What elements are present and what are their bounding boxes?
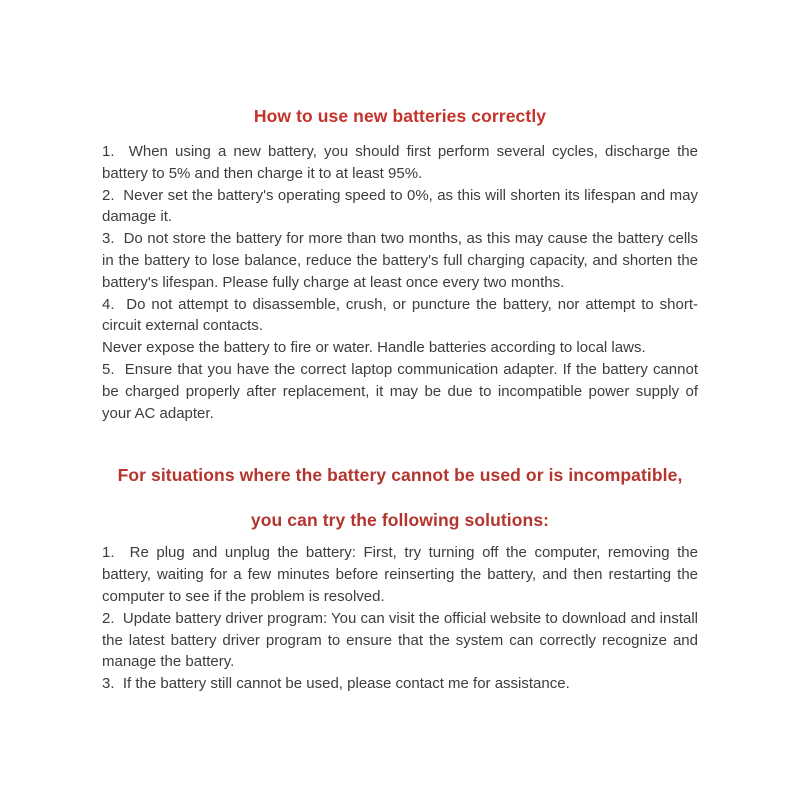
section2-title-line1: For situations where the battery cannot be used or is incompatible,	[117, 465, 683, 486]
section1-item-3: 3. Do not store the battery for more than two months, as this may cause the battery cells in the battery to lose balance, reduce the battery's full charging capacity, and shorten the battery's lifespan. Please fully charge at least once every two months.	[102, 230, 703, 291]
battery-instructions-page	[102, 0, 703, 695]
solution-item-2: 2. Update battery driver program: You can visit the official website to download and install the latest battery driver program to ensure that the system can correctly recognize and manage the battery.	[102, 609, 703, 671]
section1-title: How to use new batteries correctly	[253, 106, 547, 126]
section1-item-2: 2. Never set the battery's operating speed to 0%, as this will shorten its lifespan and may damage it.	[102, 186, 703, 226]
solution-item-1: 1. Re plug and unplug the battery: First, try turning off the computer, removing the battery, waiting for a few minutes before reinserting the battery, and then restarting the computer to see if the problem is resolved.	[102, 544, 703, 605]
section1-item-5: 5. Ensure that you have the correct laptop communication adapter. If the battery cannot be charged properly after replacement, it may be due to incompatible power supply of your AC adapter.	[102, 360, 703, 422]
solution-item-3: 3. If the battery still cannot be used, please contact me for assistance.	[102, 675, 570, 693]
section-divider-space	[102, 424, 698, 464]
heading-line-space	[102, 486, 698, 509]
section1-item-1: 1. When using a new battery, you should first perform several cycles, discharge the battery to 5% and then charge it to at least 95%.	[102, 143, 703, 182]
section1-item-4: 4. Do not attempt to disassemble, crush, or puncture the battery, nor attempt to short-circuit external contacts.	[102, 295, 698, 335]
section2-body	[102, 542, 703, 695]
after-heading-space	[102, 531, 698, 542]
section1-note: Never expose the battery to fire or water. Handle batteries according to local laws.	[102, 339, 646, 357]
section2-title-line2: you can try the following solutions:	[250, 510, 550, 531]
section1-body	[102, 141, 703, 424]
